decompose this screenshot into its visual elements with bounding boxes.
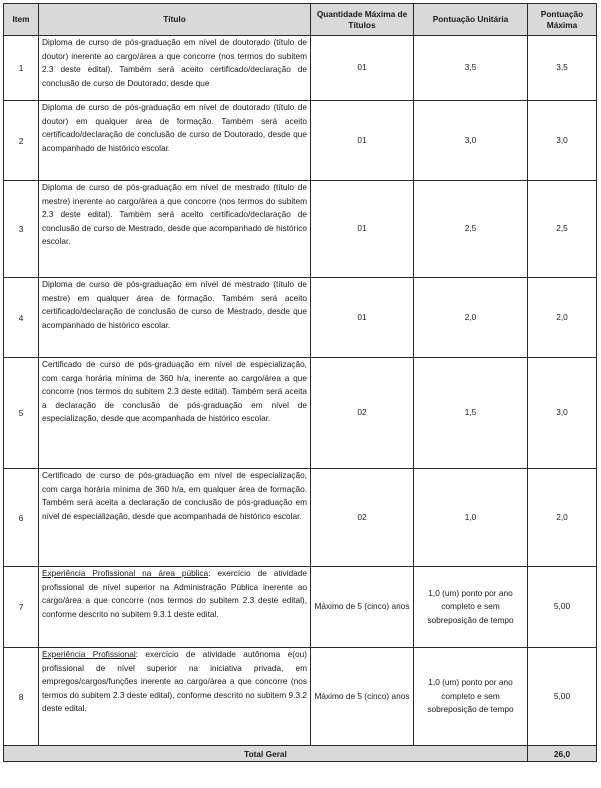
max-score: 5,00 [528,648,597,746]
title-description [39,469,311,567]
unit-score: 1,0 [414,469,528,567]
title-text: Diploma de curso de pós-graduação em nível de doutorado (título de doutor) em qualquer área de formação. Também será aceito certificado/declaração de conclusão de curso de Doutorado, desde que acompanhado de histórico escolar. [42,102,307,153]
header-row [4,4,597,36]
max-quantity: Máximo de 5 (cinco) anos [311,567,414,648]
title-description [39,567,311,648]
unit-score: 2,5 [414,181,528,278]
unit-score: 2,0 [414,278,528,358]
max-score: 2,0 [528,278,597,358]
title-description [39,278,311,358]
max-quantity: 01 [311,278,414,358]
header-item: Item [4,4,39,36]
title-text: Diploma de curso de pós-graduação em nível de mestrado (título de mestre) inerente ao cargo/área a que concorre (nos termos do subitem 2.3 deste edital). Também será aceito certificado/declaração de conclusão de curso de Mestrado, desde que acompanhado de histórico escolar. [42,182,307,247]
max-score: 2,0 [528,469,597,567]
max-quantity: 02 [311,469,414,567]
title-description [39,358,311,469]
max-quantity: 01 [311,101,414,181]
max-quantity: 01 [311,36,414,101]
title-text: : exercício de atividade profissional de nível superior na Administração Pública inerente ao cargo/área a que concorre (nos termos do subitem 2.3 deste edital), conforme descrito no subitem 9.3.1 deste edital. [42,568,307,619]
table-row [4,358,597,469]
total-value: 26,0 [528,746,597,762]
title-text: Diploma de curso de pós-graduação em nível de doutorado (título de doutor) inerente ao cargo/área a que concorre (nos termos do subitem 2.3 deste edital). Também será aceito certificado/declaração de conclusão de curso de Doutorado, desde que [42,37,307,88]
table-row [4,101,597,181]
unit-score: 1,5 [414,358,528,469]
header-quantidade: Quantidade Máxima de Títulos [311,4,414,36]
total-label: Total Geral [4,746,528,762]
title-text: : exercício de atividade autônoma e(ou) profissional de nível superior na iniciativa privada, em empregos/cargos/funções inerente ao cargo/área a que concorre (nos termos do subitem 2.3 deste edital), conforme descrito no subitem 9.3.2 deste edital. [42,649,308,714]
item-number: 4 [4,278,39,358]
title-text: Certificado de curso de pós-graduação em nível de especialização, com carga horária mínima de 360 h/a, inerente ao cargo/área a que concorre (nos termos do subitem 2.3 deste edital). Também será aceita a declaração de conclusão de pós-graduação em nível de especialização, desde que acompanhada de histórico escolar. [42,359,307,424]
table-row [4,567,597,648]
title-lead: Experiência Profissional na área pública [42,568,209,578]
max-score: 3,0 [528,358,597,469]
title-description [39,36,311,101]
title-description [39,181,311,278]
max-score: 3,5 [528,36,597,101]
unit-score: 3,5 [414,36,528,101]
max-quantity: Máximo de 5 (cinco) anos [311,648,414,746]
item-number: 8 [4,648,39,746]
table-row [4,36,597,101]
title-description [39,648,311,746]
title-lead: Experiência Profissional [42,649,136,659]
unit-score: 3,0 [414,101,528,181]
max-score: 5,00 [528,567,597,648]
total-row [4,746,597,762]
header-pontuacao-maxima: Pontuação Máxima [528,4,597,36]
unit-score: 1,0 (um) ponto por ano completo e sem sobreposição de tempo [414,648,528,746]
item-number: 5 [4,358,39,469]
titles-score-table [3,3,597,762]
item-number: 2 [4,101,39,181]
max-quantity: 02 [311,358,414,469]
header-pontuacao-unitaria: Pontuação Unitária [414,4,528,36]
title-text: Certificado de curso de pós-graduação em nível de especialização, com carga horária mínima de 360 h/a, em qualquer área de formação. Também será aceita a declaração de conclusão de pós-graduação em nível de especialização, desde que acompanhada de histórico escolar. [42,470,307,521]
table-row [4,181,597,278]
title-description [39,101,311,181]
max-score: 2,5 [528,181,597,278]
title-text: Diploma de curso de pós-graduação em nível de mestrado (título de mestre) em qualquer área de formação. Também será aceito certificado/declaração de conclusão de curso de Mestrado, desde que acompanhado de histórico escolar. [42,279,307,330]
unit-score: 1,0 (um) ponto por ano completo e sem sobreposição de tempo [414,567,528,648]
max-score: 3,0 [528,101,597,181]
max-quantity: 01 [311,181,414,278]
table-row [4,648,597,746]
item-number: 1 [4,36,39,101]
item-number: 3 [4,181,39,278]
table-row [4,469,597,567]
header-titulo: Título [39,4,311,36]
item-number: 6 [4,469,39,567]
table-row [4,278,597,358]
item-number: 7 [4,567,39,648]
